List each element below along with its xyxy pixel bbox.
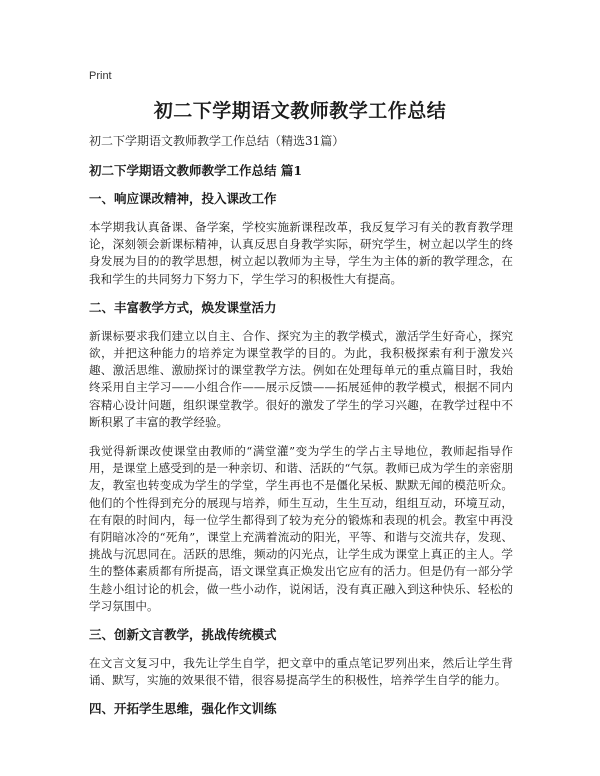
- article-subtitle: 初二下学期语文教师教学工作总结（精选31篇）: [89, 134, 345, 148]
- print-link[interactable]: Print: [89, 70, 112, 82]
- paragraph: 本学期我认真备课、备学案，学校实施新课程改革，我反复学习有关的教育教学理论，深刻领会新课标精神，认真反思自身教学实际，研究学生，树立起以学生的终身发展为目的的教学思想，树立起以教师为主导，学生为主体的新的教学理念，在我和学生的共同努力下努力下，学生学习的积极性大有提高。: [89, 220, 513, 286]
- section-heading: 三、创新文言教学，挑战传统模式: [89, 627, 277, 643]
- section-2: [89, 300, 513, 615]
- section-1: [89, 191, 513, 288]
- paragraph: 新课标要求我们建立以自主、合作、探究为主的教学模式，激活学生好奇心，探究欲，并把这种能力的培养定为课堂教学的目的。为此，我积极探索有利于激发兴趣、激活思维、激励探讨的课堂教学方法。例如在处理每单元的重点篇目时，我始终采用自主学习——小组合作——展示反馈——拓展延伸的教学模式，根据不同内容精心设计问题，组织课堂教学。很好的激发了学生的学习兴趣，在教学过程中不断积累了丰富的教学经验。: [89, 328, 513, 429]
- section-4: [89, 701, 513, 717]
- section-heading: 一、响应课改精神，投入课改工作: [89, 191, 277, 206]
- page-title: 初二下学期语文教师教学工作总结: [153, 100, 447, 122]
- section-heading: 四、开拓学生思维，强化作文训练: [89, 701, 277, 717]
- article-body: [89, 133, 513, 729]
- paragraph: 在文言文复习中，我先让学生自学，把文章中的重点笔记罗列出来，然后让学生背诵、默写，实施的效果很不错，很容易提高学生的积极性，培养学生自学的能力。: [89, 656, 513, 688]
- paragraph: 我觉得新课改使课堂由教师的“满堂灌”变为学生的学占主导地位，教师起指导作用，是课堂上感受到的是一种亲切、和谐、活跃的“气氛。教师已成为学生的亲密朋友，教室也转变成为学生的学堂，学生再也不是僵化呆板、默默无闻的模范听众。他们的个性得到充分的展现与培养，师生互动，生生互动，组组互动，环境互动，在有限的时间内，每一位学生都得到了较为充分的锻炼和表现的机会。教室中再没有阴暗冰冷的“死角”，课堂上充满着流动的阳光，平等、和谐与交流共存，发现、挑战与沉思同在。活跃的思维，频动的闪光点，让学生成为课堂上真正的主人。学生的整体素质都有所提高，语文课堂真正焕发出它应有的活力。但是仍有一部分学生趁小组讨论的机会，做一些小动作，说闲话，没有真正融入到这种快乐、轻松的学习氛围中。: [89, 444, 513, 613]
- section-heading: 二、丰富教学方式，焕发课堂活力: [89, 299, 277, 315]
- article-heading: 初二下学期语文教师教学工作总结 篇1: [89, 163, 303, 178]
- section-3: [89, 627, 513, 689]
